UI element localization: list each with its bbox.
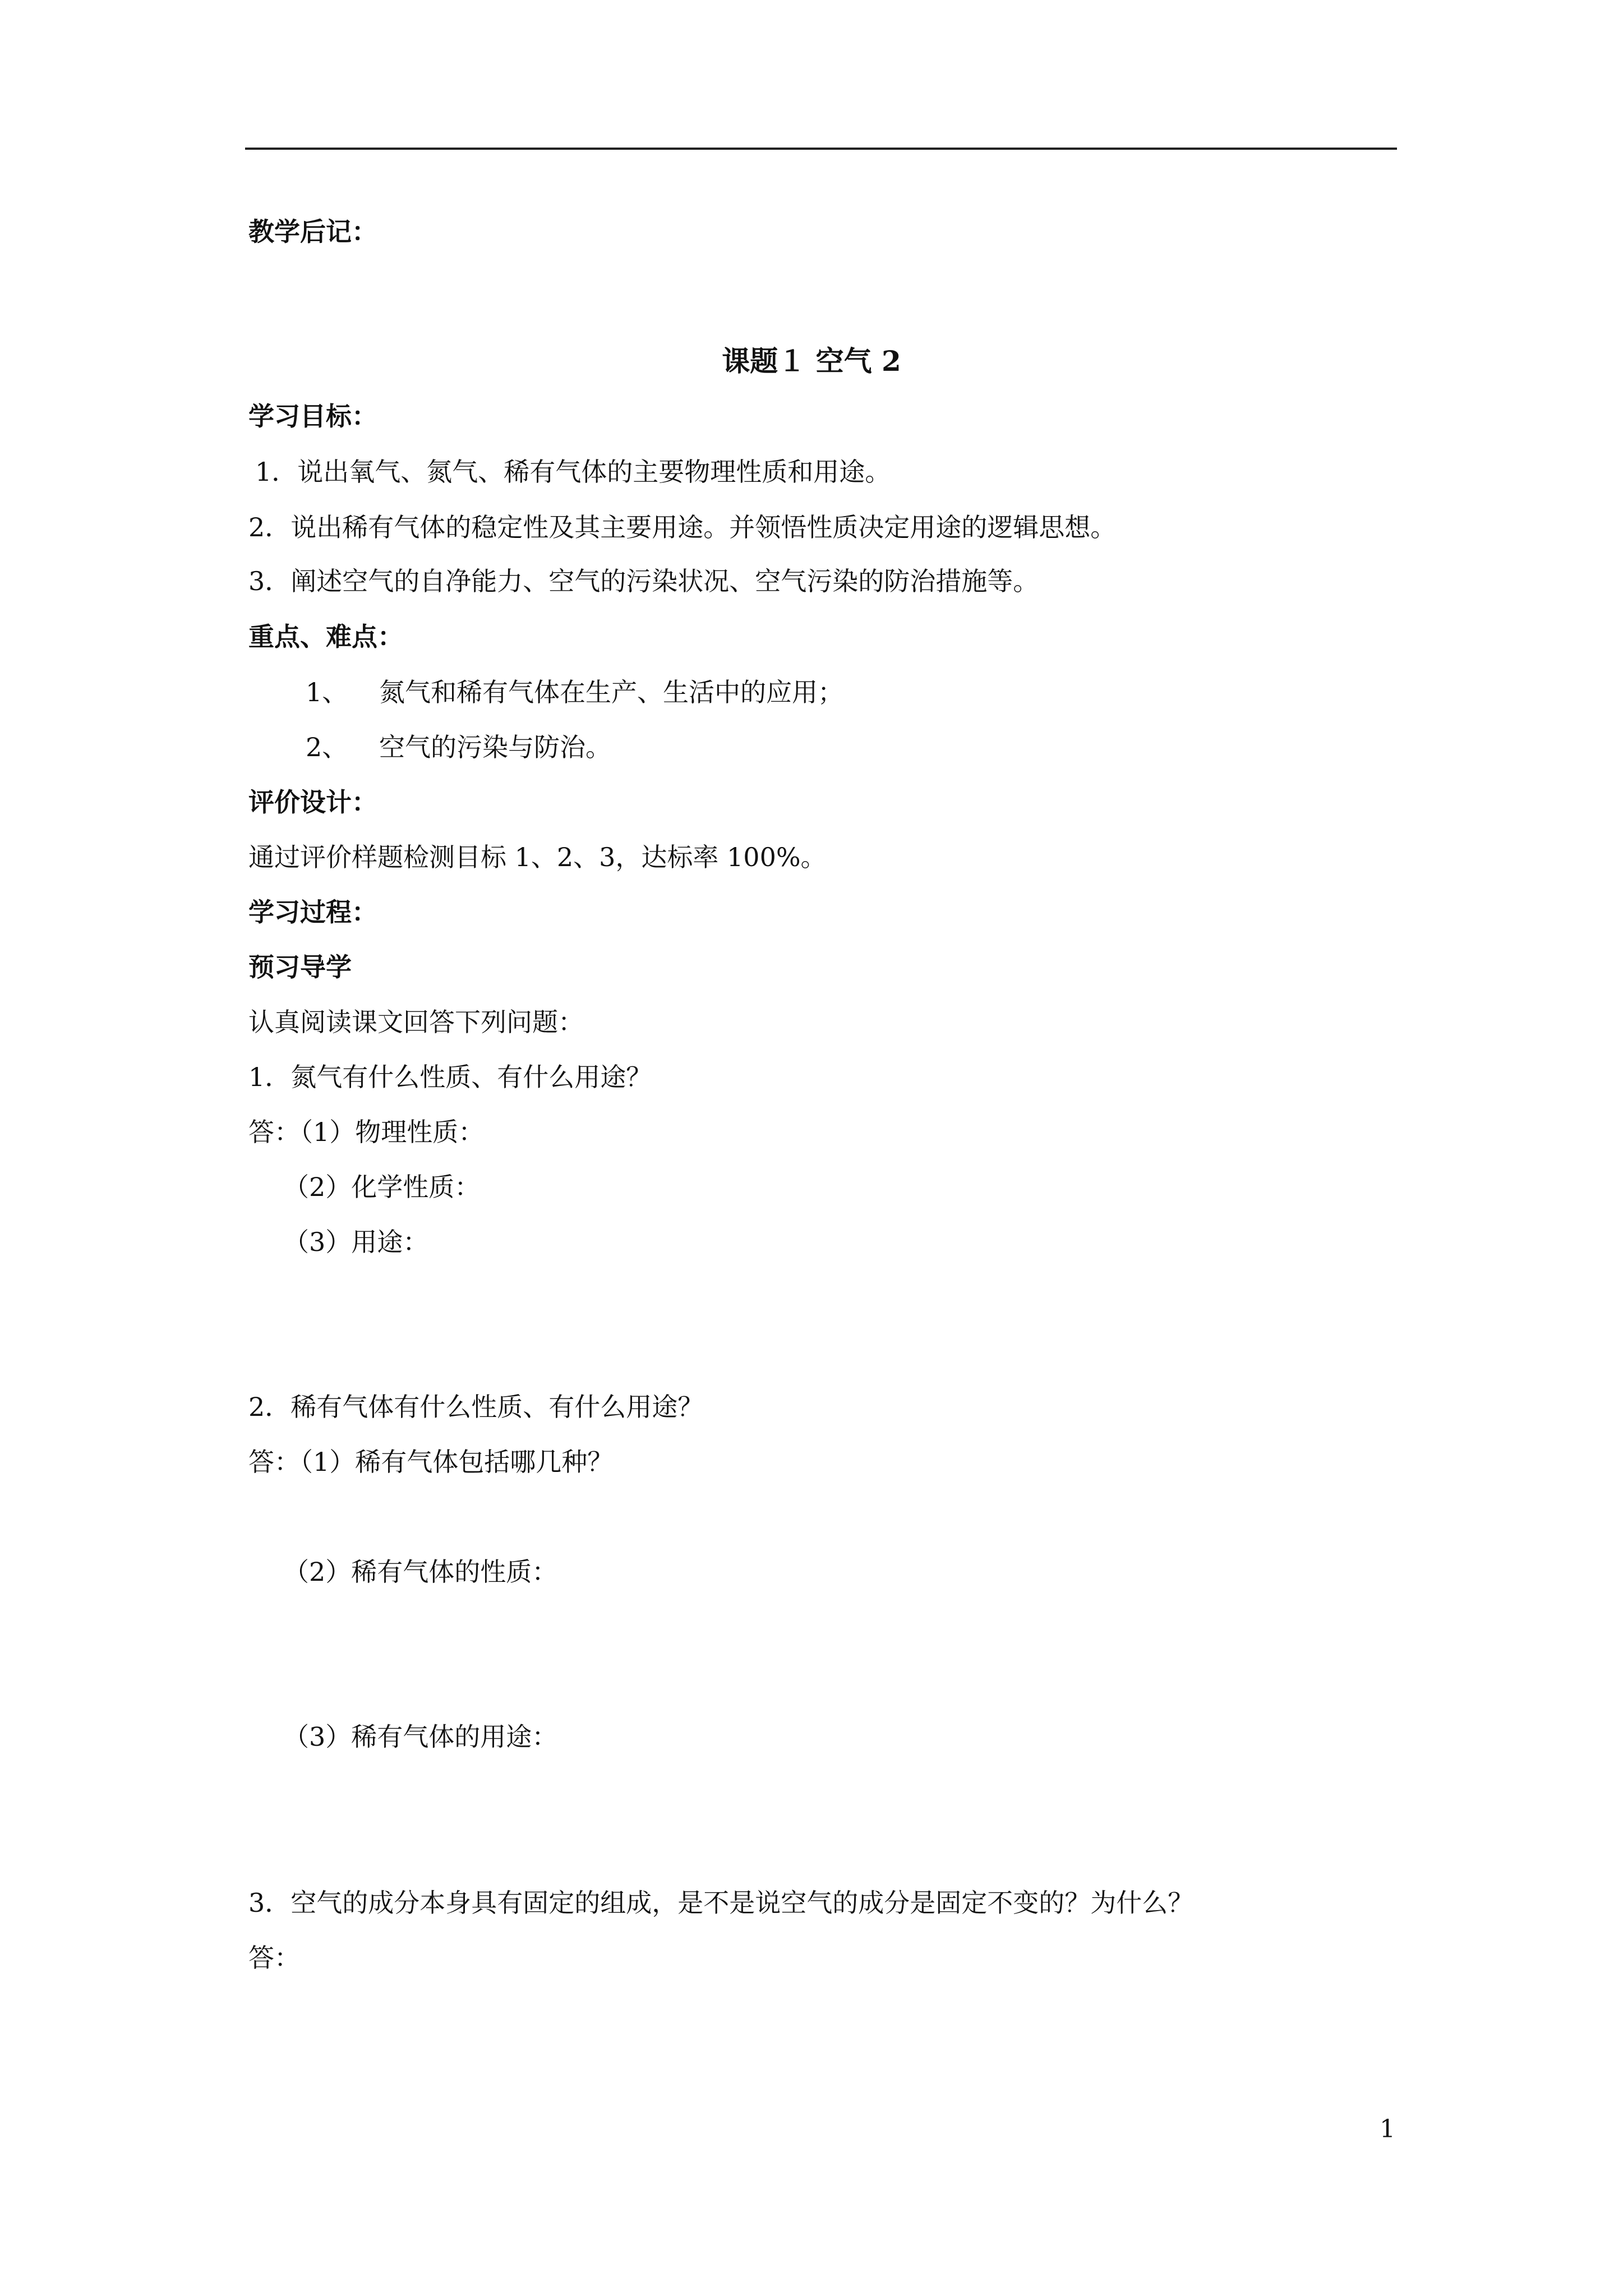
teaching-notes-label: 教学后记： bbox=[248, 217, 377, 247]
key-point-text: 空气的污染与防治。 bbox=[379, 732, 611, 762]
answer-1-uses: （3）用途： bbox=[283, 1227, 429, 1257]
evaluation-heading: 评价设计： bbox=[248, 787, 377, 817]
answer-2-properties: （2）稀有气体的性质： bbox=[283, 1557, 558, 1587]
answer-2-uses: （3）稀有气体的用途： bbox=[283, 1722, 558, 1752]
key-point-number: 2、 bbox=[306, 732, 348, 762]
lesson-title: 课题１ 空气 2 bbox=[722, 344, 901, 378]
page-number: 1 bbox=[1380, 2115, 1395, 2143]
objective-item: 1．说出氧气、氮气、稀有气体的主要物理性质和用途。 bbox=[255, 457, 891, 487]
key-point-number: 1、 bbox=[306, 677, 348, 707]
intro-text: 认真阅读课文回答下列问题： bbox=[248, 1007, 584, 1037]
objective-item: 2．说出稀有气体的稳定性及其主要用途。并领悟性质决定用途的逻辑思想。 bbox=[248, 512, 1117, 542]
header-rule bbox=[245, 148, 1397, 150]
question-3: 3．空气的成分本身具有固定的组成，是不是说空气的成分是固定不变的？为什么？ bbox=[248, 1888, 1194, 1918]
answer-1-chemical: （2）化学性质： bbox=[283, 1172, 481, 1202]
answer-3: 答： bbox=[248, 1943, 300, 1973]
key-points-heading: 重点、难点： bbox=[248, 622, 403, 652]
objective-item: 3．阐述空气的自净能力、空气的污染状况、空气污染的防治措施等。 bbox=[248, 566, 1039, 596]
key-point-text: 氮气和稀有气体在生产、生活中的应用； bbox=[379, 677, 843, 707]
evaluation-text: 通过评价样题检测目标 1、2、3，达标率 100%。 bbox=[248, 842, 827, 872]
objectives-heading: 学习目标： bbox=[248, 401, 377, 431]
answer-2-types: 答：（1）稀有气体包括哪几种？ bbox=[248, 1447, 614, 1477]
preview-subheading: 预习导学 bbox=[248, 952, 352, 982]
question-2: 2．稀有气体有什么性质、有什么用途？ bbox=[248, 1392, 704, 1422]
question-1: 1．氮气有什么性质、有什么用途？ bbox=[248, 1062, 652, 1092]
answer-1-physical: 答：（1）物理性质： bbox=[248, 1117, 485, 1147]
process-heading: 学习过程： bbox=[248, 897, 377, 927]
